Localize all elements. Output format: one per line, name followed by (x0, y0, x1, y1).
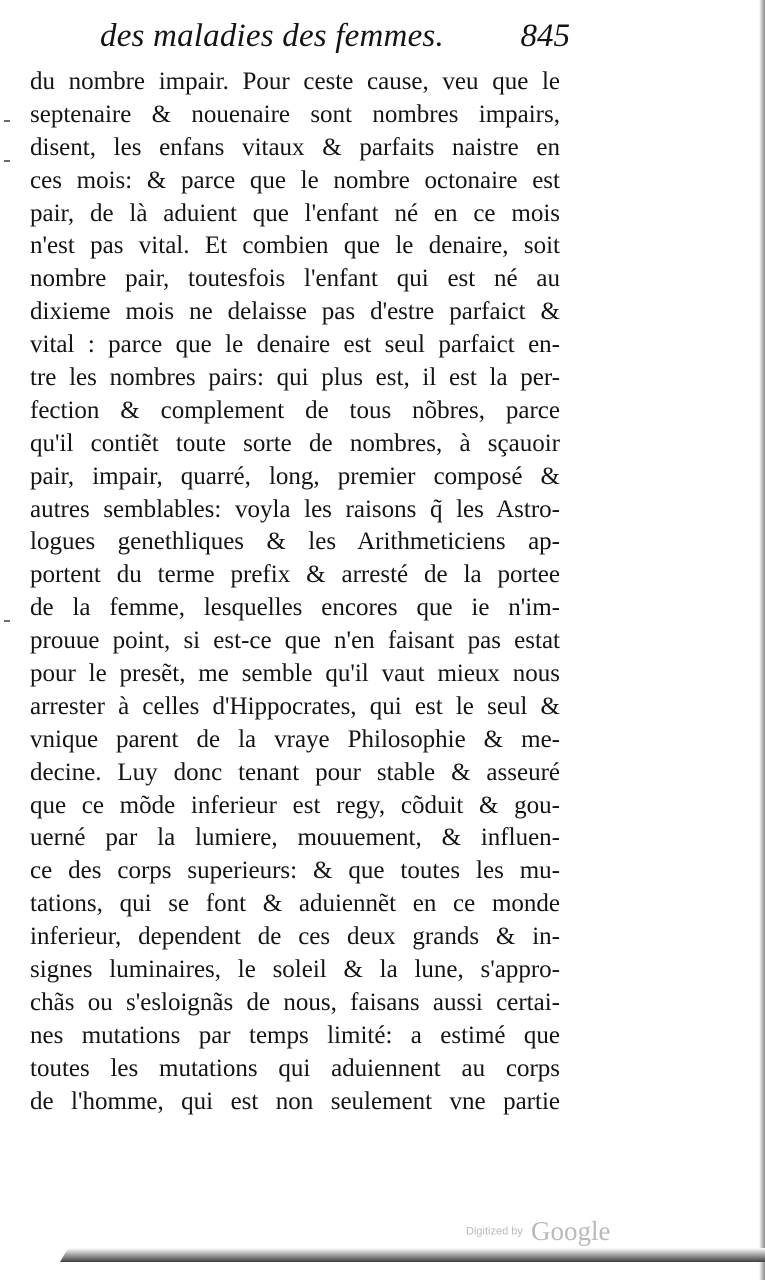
running-title: des maladies des femmes. (100, 18, 444, 54)
digitization-watermark (466, 1216, 610, 1246)
watermark-prefix: Digitized by (466, 1225, 523, 1238)
text-line: du nombre impair. Pour ceste cause, veu que le (30, 68, 560, 95)
text-line: ces mois: & parce que le nombre octonaire est (30, 166, 560, 194)
text-line: autres semblables: voyla les raisons q̃ les Astro- (30, 495, 560, 523)
page-edge-shadow (759, 0, 765, 1280)
text-line: vnique parent de la vraye Philosophie & me- (30, 725, 560, 753)
body-text (30, 66, 560, 1119)
text-line: qu'il contiẽt toute sorte de nombres, à sçauoir (30, 429, 560, 457)
text-line: portent du terme prefix & arresté de la portee (30, 561, 560, 589)
text-line: tations, qui se font & aduiennẽt en ce monde (30, 890, 560, 918)
text-line: chãs ou s'esloignãs de nous, faisans aussi certai- (30, 988, 560, 1016)
text-line: fection & complement de tous nõbres, parce (30, 396, 560, 424)
text-line: disent, les enfans vitaux & parfaits naistre en (30, 133, 560, 161)
text-line: nombre pair, toutesfois l'enfant qui est né au (30, 265, 560, 293)
text-line: dixieme mois ne delaisse pas d'estre parfaict & (30, 298, 560, 326)
watermark-brand: Google (530, 1216, 611, 1246)
text-line: prouue point, si est-ce que n'en faisant pas estat (30, 627, 560, 655)
gutter-mark (4, 620, 10, 622)
text-line: tre les nombres pairs: qui plus est, il est la per- (30, 364, 560, 392)
text-line: inferieur, dependent de ces deux grands & in- (30, 923, 560, 951)
text-line: toutes les mutations qui aduiennent au corps (30, 1054, 560, 1082)
text-line: pair, de là aduient que l'enfant né en ce mois (30, 199, 560, 227)
text-line: decine. Luy donc tenant pour stable & asseuré (30, 758, 560, 786)
text-line: signes luminaires, le soleil & la lune, s'appro- (30, 956, 560, 984)
gutter-mark (4, 120, 10, 122)
text-line: septenaire & nouenaire sont nombres impairs, (30, 100, 560, 128)
text-line: de l'homme, qui est non seulement vne partie (30, 1087, 560, 1115)
page-number: 845 (520, 18, 570, 54)
text-line: pair, impair, quarré, long, premier composé & (30, 462, 560, 490)
text-line: vital : parce que le denaire est seul parfaict en- (30, 331, 560, 359)
page-header (100, 18, 570, 64)
text-line: nes mutations par temps limité: a estimé que (30, 1021, 560, 1049)
text-line: n'est pas vital. Et combien que le denaire, soit (30, 232, 560, 260)
text-line: pour le presẽt, me semble qu'il vaut mieux nous (30, 660, 560, 688)
text-line: logues genethliques & les Arithmeticiens ap- (30, 528, 560, 556)
page-curl-shadow (60, 1248, 765, 1262)
text-line: de la femme, lesquelles encores que ie n'im- (30, 594, 560, 622)
text-line: uerné par la lumiere, mouuement, & influen- (30, 824, 560, 852)
text-line: que ce mõde inferieur est regy, cõduit & gou- (30, 791, 560, 819)
text-line: ce des corps superieurs: & que toutes les mu- (30, 857, 560, 885)
gutter-mark (4, 160, 10, 162)
text-line: arrester à celles d'Hippocrates, qui est le seul & (30, 692, 560, 720)
